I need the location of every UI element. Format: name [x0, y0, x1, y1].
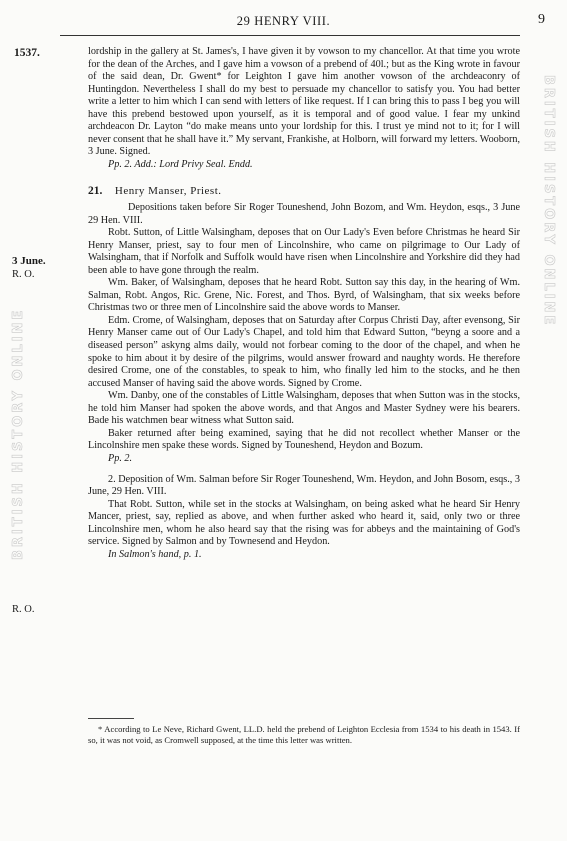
margin-date: 3 June.: [12, 255, 46, 267]
entry-note: Pp. 2.: [108, 452, 133, 464]
deposition-paragraph: Edm. Crome, of Walsingham, deposes that on Saturday after Corpus Christi Day, after evensong, Sir Henry Manser came out of Our Lady's Chapel, and told him that Edward Sutton, “beyng a soore and a diseased person” askyng alms daily, would not forbear coming to the door of the chapel, and when he spoke to him about it by desire of the pilgrims, would answer froward and naughty words. He therefore desired Crome, one of the constables, to speak to him, who finally led him to the stocks, and he then accused Manser of having said the above words. Signed by Crome.: [88, 314, 520, 389]
page-number: 9: [538, 12, 545, 27]
second-deposition-body: That Robt. Sutton, while set in the stocks at Walsingham, on being asked what he heard Sir Henry Mancer, priest, say, replied as above, and when further asked who heard it, said, only two or three Lincolnshire men, whom he also heard say that the rising was for abbeys and the maintaining of God's service. Signed by Salmon and by Townesend and Heydon.: [88, 498, 520, 548]
margin-source-1: R. O.: [12, 269, 35, 280]
deposition-paragraph: Robt. Sutton, of Little Walsingham, deposes that on Our Lady's Even before Christmas he heard Sir Henry Manser, priest, say to four men of Lincolnshire, who came on pilgrimage to Our Lady of Walsingham, that if Norfolk and Suffolk would have risen when Lincolnshire and Yorkshire did they had been able to have gone through the realm.: [88, 227, 520, 276]
watermark-text-left: BRITISH HISTORY ONLINE: [11, 307, 26, 560]
entry-heading: [88, 185, 520, 199]
letter-note: Pp. 2. Add.: Lord Privy Seal. Endd.: [108, 158, 253, 170]
header-rule: [60, 35, 520, 36]
deposition-paragraph: Wm. Danby, one of the constables of Little Walsingham, deposes that when Sutton was in the stocks, he told him Manser had spoken the above words, and that Angos and Master Sydney were his bearers. Bade his watchmen bear witness what Sutton said.: [88, 390, 520, 427]
letter-body: lordship in the gallery at St. James's, I have given it by vowson to my chancellor. At that time you wrote for the dean of the Arches, and I gave him a vowson of a prebend of 40l.; but as the King wrote in favour of the said dean, Dr. Gwent* for Leighton I gave him another vowson of the archdeaconry of Huntingdon. Nevertheless I shall do my best to persuade my chancellor to satisfy you. You had better write a letter to him which I can send with letters of like request. If I can bring this to pass I beg you will have this prebend bestowed upon yourself, as it is temporal and of good value. I fear my unkind archdeacon Dr. Layton “do make means unto your lordship for this. I trust ye mind not to it; for I will never consent that he shall have it.” My servant, Frankishe, at Holborn, will forward my letters. Wooborn, 3 June. Signed.: [88, 46, 520, 158]
page-header: [0, 12, 567, 32]
deposition-paragraph: Wm. Baker, of Walsingham, deposes that he heard Robt. Sutton say this day, in the hearing of Wm. Salman, Robt. Angos, Ric. Grene, Nic. Forest, and Thos. Byrd, of Walsingham, that six weeks before Christmas two or three men of Lincolnshire said the above words to Manser.: [88, 277, 520, 314]
watermark-text-right: BRITISH HISTORY ONLINE: [541, 75, 556, 328]
entry-title: Henry Manser, Priest.: [114, 185, 222, 198]
deposition-paragraph: Baker returned after being examined, saying that he did not recollect whether Manser or the Lincolnshire men spake these words. Signed by Touneshend, Heydon and Bozum.: [88, 427, 520, 452]
margin-year: 1537.: [14, 47, 40, 59]
second-deposition-note: In Salmon's hand, p. 1.: [108, 548, 202, 560]
footnote-rule: [88, 718, 134, 719]
margin-source-2: R. O.: [12, 604, 35, 615]
main-text: [88, 46, 520, 561]
second-deposition-intro: 2. Deposition of Wm. Salman before Sir Roger Touneshend, Wm. Heydon, and John Bosom, esqs., 3 June, 29 Hen. VIII.: [88, 473, 520, 498]
entry-intro: Depositions taken before Sir Roger Touneshend, John Bozom, and Wm. Heydon, esqs., 3 June 29 Hen. VIII.: [88, 202, 520, 226]
footnote: * According to Le Neve, Richard Gwent, LL.D. held the prebend of Leighton Ecclesia from 1534 to his death in 1543. If so, it was not void, as Cromwell supposed, at the time this letter was written.: [88, 724, 520, 746]
entry-number: 21.: [88, 185, 103, 198]
running-head: 29 HENRY VIII.: [236, 14, 331, 28]
